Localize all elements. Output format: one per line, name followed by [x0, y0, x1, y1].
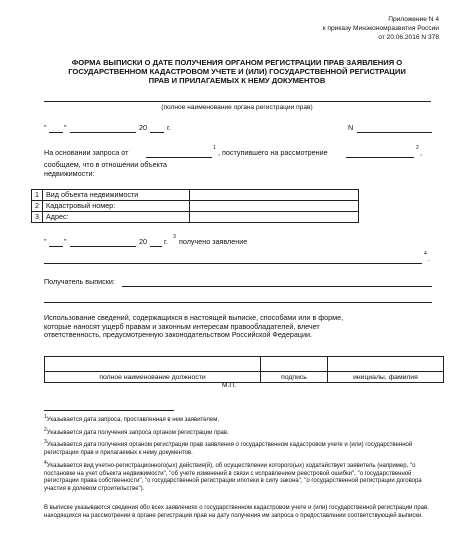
footnote-ref-1: 1	[213, 145, 216, 151]
footnote-text: В выписке указываются сведения обо всех заявлениях о государственном кадастровом учете и (или) государственной регистрации прав, находящихся на рассмотрении в органе регистрации прав на дату получения им запроса о предоставлении соответствующей выписки.	[44, 505, 429, 519]
row-value-field[interactable]	[190, 212, 359, 223]
table-row	[32, 201, 359, 212]
footnote-number: 1	[44, 414, 47, 420]
recipient-field[interactable]	[122, 286, 432, 287]
date-year-suffix: г.	[167, 123, 171, 132]
footnote-number: 2	[44, 427, 47, 433]
footnote-ref-3: 3	[173, 234, 176, 240]
row-number: 3	[32, 212, 43, 223]
signature-table	[44, 356, 444, 383]
title-line-1: ФОРМА ВЫПИСКИ О ДАТЕ ПОЛУЧЕНИЯ ОРГАНОМ РЕГИСТРАЦИИ ПРАВ ЗАЯВЛЕНИЯ О	[71, 58, 403, 67]
recipient-field-line-2[interactable]	[44, 302, 432, 303]
received-year-field[interactable]	[150, 246, 162, 247]
footnote-4	[44, 460, 439, 493]
footnote-text: Указывается дата получения запроса органом регистрации прав.	[46, 430, 229, 436]
signature-caption: подпись	[261, 372, 328, 383]
form-title	[0, 58, 474, 85]
footnote-separator	[44, 410, 174, 411]
warning-line-1: Использование сведений, содержащихся в настоящей выписке, способами или в форме,	[44, 313, 344, 322]
footnote-note	[44, 505, 439, 520]
organ-caption: (полное наименование органа регистрации прав)	[161, 104, 313, 111]
footnote-text: Указывается дата получения органом регистрации прав заявления о государственном кадастровом учете и (или) государственной регистрации прав и прилагаемых к нему документов.	[44, 442, 413, 456]
number-label: N	[348, 123, 354, 132]
position-field[interactable]	[45, 357, 261, 372]
received-dot: .	[428, 254, 430, 263]
received-month-field[interactable]	[70, 246, 136, 247]
row-number: 1	[32, 190, 43, 201]
date-year-field[interactable]	[150, 132, 164, 133]
object-table	[31, 189, 359, 223]
date-month-field[interactable]	[70, 132, 136, 133]
received-year-prefix: 20	[139, 237, 147, 246]
signature-fields-row	[45, 357, 444, 372]
received-text: получено заявление	[179, 237, 248, 246]
row-value-field[interactable]	[190, 190, 359, 201]
initials-field[interactable]	[328, 357, 444, 372]
footnote-text: Указывается дата запроса, проставленная в нем заявителем.	[46, 417, 220, 423]
signature-field[interactable]	[261, 357, 328, 372]
footnote-number: 3	[44, 439, 47, 445]
row-label: Кадастровый номер:	[43, 201, 190, 212]
table-row	[32, 212, 359, 223]
date-quote-open: "	[44, 123, 47, 132]
organ-name-line[interactable]	[44, 101, 431, 102]
warning-line-3: ответственность, предусмотренную законодательством Российской Федерации.	[44, 330, 313, 340]
object-intro	[44, 161, 167, 178]
footnote-ref-4: 4	[424, 251, 427, 257]
initials-caption: инициалы, фамилия	[328, 372, 444, 383]
footnote-text: Указывается вид учетно-регистрационного(ых) действия(й), об осуществлении которого(ых) ходатайствует заявитель (например, "о постановке на учет объекта недвижимости", "об учете изменений в связи с исправлением реестровой ошибки", "о государственной регистрации права собственности", "о государственной регистрации ипотеки в силу закона", "о государственной регистрации договора участия в долевом строительстве").	[44, 463, 422, 492]
basis-received-text: , поступившего на рассмотрение	[218, 148, 328, 157]
position-caption: полное наименование должности	[45, 372, 261, 383]
received-day-field[interactable]	[49, 246, 63, 247]
received-date-field[interactable]	[346, 157, 414, 158]
warning-line-2: которые наносят ущерб правам и законным интересам правообладателей, влечет	[44, 321, 320, 331]
footnote-ref-2: 2	[416, 145, 419, 151]
order-label: к приказу Минэкономразвития России	[322, 25, 439, 32]
footnote-number: 4	[44, 460, 47, 466]
order-date-label: от 20.06.2016 N 378	[378, 34, 439, 41]
title-line-2: ГОСУДАРСТВЕННОМ КАДАСТРОВОМ УЧЕТЕ И (ИЛИ) ГОСУДАРСТВЕННОЙ РЕГИСТРАЦИИ	[68, 67, 406, 76]
footnote-1	[44, 414, 439, 425]
stamp-place-label: М.П.	[222, 382, 236, 389]
title-line-3: ПРАВ И ПРИЛАГАЕМЫХ К НЕМУ ДОКУМЕНТОВ	[148, 76, 326, 85]
date-day-field[interactable]	[49, 132, 63, 133]
footnote-2	[44, 427, 439, 438]
row-label: Вид объекта недвижимости	[43, 190, 190, 201]
application-kind-field[interactable]	[44, 263, 422, 264]
recipient-label: Получатель выписки:	[44, 277, 115, 286]
object-intro-line-1: сообщаем, что в отношении объекта	[44, 160, 168, 169]
appendix-label: Приложение N 4	[388, 16, 439, 23]
basis-text: На основании запроса от	[44, 148, 129, 157]
footnote-3	[44, 439, 439, 457]
header-block	[323, 15, 439, 42]
row-label: Адрес:	[43, 212, 190, 223]
liability-warning	[44, 314, 343, 340]
basis-comma: ,	[420, 148, 422, 157]
number-field[interactable]	[357, 132, 432, 133]
date-year-prefix: 20	[139, 123, 147, 132]
row-value-field[interactable]	[190, 201, 359, 212]
received-quote-open: "	[44, 237, 47, 246]
table-row	[32, 190, 359, 201]
object-intro-line-2: недвижимости:	[44, 168, 95, 178]
date-quote-close: "	[64, 123, 67, 132]
request-date-field[interactable]	[146, 157, 212, 158]
received-year-suffix: г.	[164, 237, 168, 246]
signature-captions-row	[45, 372, 444, 383]
row-number: 2	[32, 201, 43, 212]
received-quote-close: "	[64, 237, 67, 246]
